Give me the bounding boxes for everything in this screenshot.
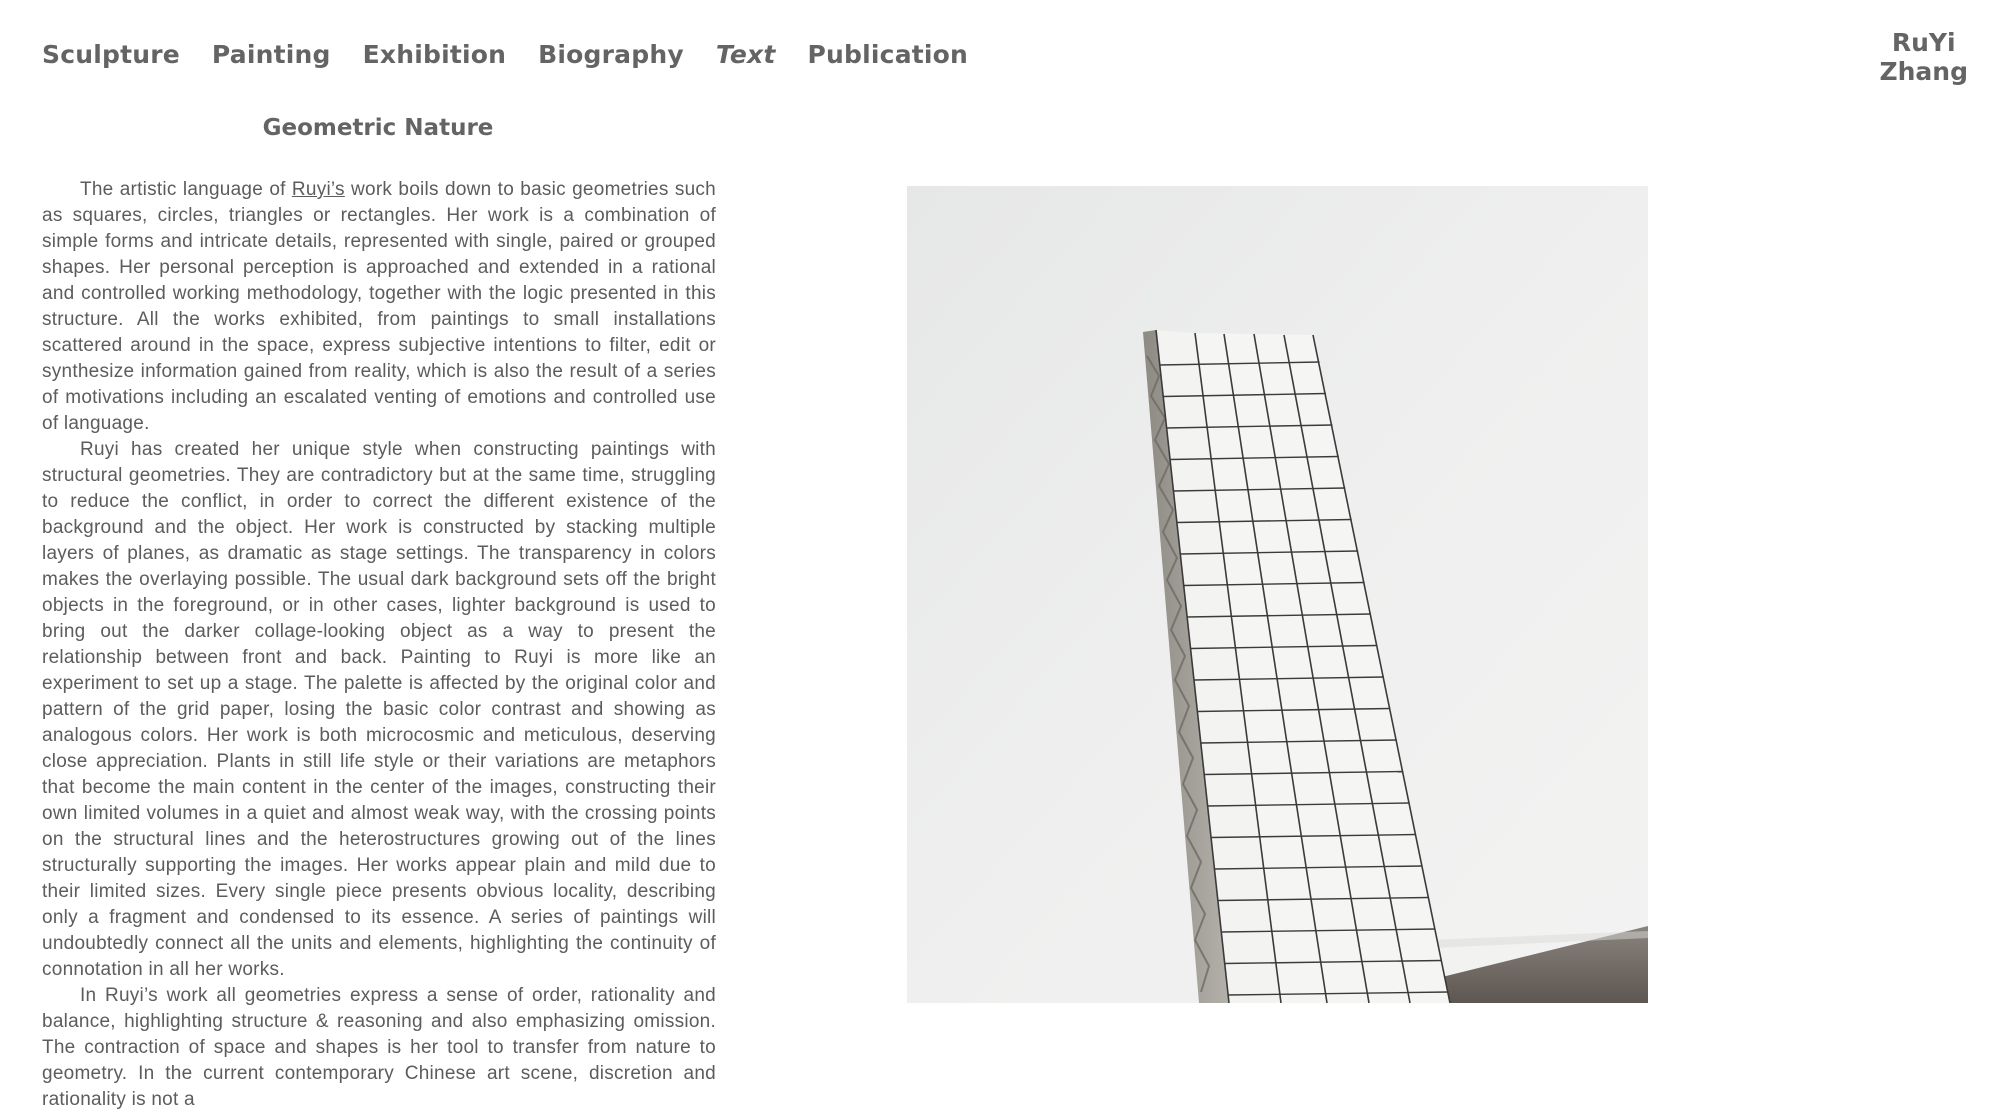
nav-sculpture[interactable]: Sculpture xyxy=(42,40,180,69)
nav-publication[interactable]: Publication xyxy=(807,40,969,69)
article-paragraph-1 xyxy=(42,177,716,437)
site-title[interactable] xyxy=(1880,28,1969,86)
artwork-photo xyxy=(907,186,1648,1003)
paragraph-1-lead: The artistic language of xyxy=(80,179,292,200)
artist-name-link[interactable]: Ruyi’s xyxy=(291,179,345,200)
nav-exhibition[interactable]: Exhibition xyxy=(362,40,507,69)
tiled-column-sculpture-image xyxy=(907,186,1648,1003)
site-title-first-name: RuYi xyxy=(1891,28,1956,57)
article-body xyxy=(42,177,716,1110)
article-title: Geometric Nature xyxy=(262,115,494,141)
article-paragraph-3: In Ruyi’s work all geometries express a sense of order, rationality and balance, highlighting structure & reasoning and also emphasizing omission. The contraction of space and shapes is her tool to transfer from nature to geometry. In the current contemporary Chinese art scene, discretion and rationality is not a xyxy=(42,985,716,1110)
article-paragraph-2: Ruyi has created her unique style when constructing paintings with structural geometries. They are contradictory but at the same time, struggling to reduce the conflict, in order to correct the different existence of the background and the object. Her work is constructed by stacking multiple layers of planes, as dramatic as stage settings. The transparency in colors makes the overlaying possible. The usual dark background sets off the bright objects in the foreground, or in other cases, lighter background is used to bring out the darker collage-looking object as a way to present the relationship between front and back. Painting to Ruyi is more like an experiment to set up a stage. The palette is affected by the original color and pattern of the grid paper, losing the basic color contrast and showing as analogous colors. Her work is both microcosmic and meticulous, deserving close appreciation. Plants in still life style or their variations are metaphors that become the main content in the center of the images, constructing their own limited volumes in a quiet and almost weak way, with the crossing points on the structural lines and the heterostructures growing out of the lines structurally supporting the images. Her works appear plain and mild due to their limited sizes. Every single piece presents obvious locality, describing only a fragment and condensed to its essence. A series of paintings will undoubtedly connect all the units and elements, highlighting the continuity of connotation in all her works. xyxy=(42,439,716,980)
nav-painting[interactable]: Painting xyxy=(211,40,331,69)
paragraph-1-rest: work boils down to basic geometries such as squares, circles, triangles or rectangles. Her work is a combination of simple forms and intricate details, represented with single, paired or grouped shapes. Her personal perception is approached and extended in a rational and controlled working methodology, together with the logic presented in this structure. All the works exhibited, from paintings to small installations scattered around in the space, express subjective intentions to filter, edit or synthesize information gained from reality, which is also the result of a series of motivations including an escalated venting of emotions and controlled use of language. xyxy=(42,179,716,434)
nav-text[interactable]: Text xyxy=(715,40,776,69)
site-title-last-name: Zhang xyxy=(1879,57,1968,86)
main-nav xyxy=(42,40,968,69)
nav-biography[interactable]: Biography xyxy=(538,40,684,69)
